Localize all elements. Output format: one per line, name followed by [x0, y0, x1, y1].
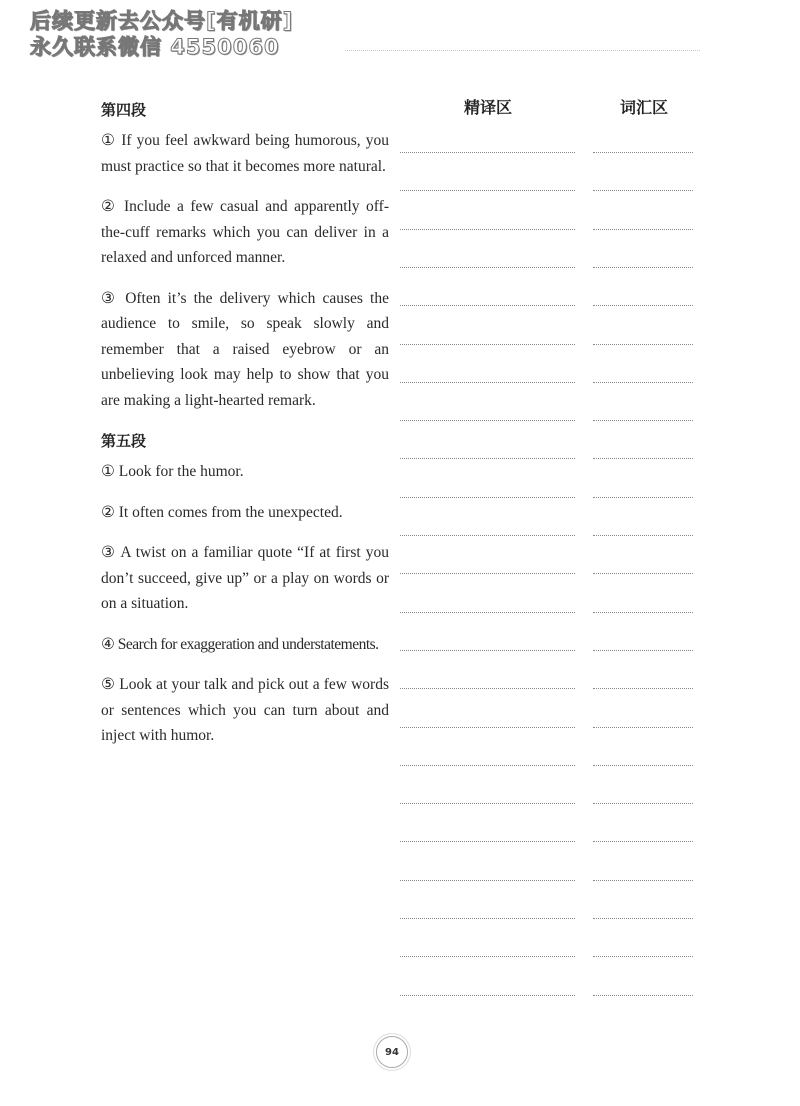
vocabulary-writing-line: [593, 841, 693, 842]
translation-writing-line: [400, 229, 575, 230]
vocabulary-writing-line: [593, 995, 693, 996]
vocabulary-writing-line: [593, 497, 693, 498]
vocabulary-writing-line: [593, 420, 693, 421]
translation-writing-line: [400, 458, 575, 459]
translation-writing-line: [400, 573, 575, 574]
vocabulary-writing-line: [593, 305, 693, 306]
section-5-paragraph-5: ⑤ Look at your talk and pick out a few words or sentences which you can turn about and inject with humor.: [101, 676, 389, 744]
vocabulary-writing-line: [593, 880, 693, 881]
translation-writing-line: [400, 803, 575, 804]
vocabulary-writing-line: [593, 267, 693, 268]
translation-writing-line: [400, 880, 575, 881]
section-5-paragraph-2: ② It often comes from the unexpected.: [101, 503, 343, 521]
watermark-line-1: 后续更新去公众号[有机研]: [30, 9, 294, 33]
translation-writing-line: [400, 650, 575, 651]
translation-writing-line: [400, 612, 575, 613]
translation-writing-line: [400, 420, 575, 421]
translation-writing-line: [400, 344, 575, 345]
translation-column-heading: 精译区: [463, 98, 512, 117]
translation-writing-line: [400, 918, 575, 919]
vocabulary-writing-line: [593, 458, 693, 459]
translation-writing-line: [400, 688, 575, 689]
translation-writing-line: [400, 497, 575, 498]
section-4-paragraph-3: ③ Often it’s the delivery which causes the audience to smile, so speak slowly and remember that a raised eyebrow or an unbelieving look may help to show that you are making a light-hearted remark.: [101, 289, 389, 409]
section-5-paragraph-4: ④ Search for exaggeration and understatements.: [101, 635, 379, 653]
vocabulary-writing-line: [593, 535, 693, 536]
vocabulary-writing-line: [593, 688, 693, 689]
vocabulary-writing-line: [593, 956, 693, 957]
vocabulary-writing-line: [593, 573, 693, 574]
translation-writing-line: [400, 382, 575, 383]
page-number: 94: [376, 1036, 408, 1068]
translation-writing-line: [400, 995, 575, 996]
vocabulary-writing-line: [593, 612, 693, 613]
section-4-paragraph-1: ① If you feel awkward being humorous, you must practice so that it becomes more natural.: [101, 132, 389, 175]
translation-writing-line: [400, 727, 575, 728]
vocabulary-writing-line: [593, 344, 693, 345]
vocabulary-writing-line: [593, 727, 693, 728]
vocabulary-writing-line: [593, 765, 693, 766]
section-4-paragraph-2: ② Include a few casual and apparently off-the-cuff remarks which you can deliver in a relaxed and unforced manner.: [101, 198, 389, 266]
vocabulary-writing-line: [593, 803, 693, 804]
vocabulary-writing-line: [593, 190, 693, 191]
translation-writing-line: [400, 841, 575, 842]
translation-writing-line: [400, 765, 575, 766]
vocabulary-writing-line: [593, 229, 693, 230]
section-5-paragraph-1: ① Look for the humor.: [101, 463, 244, 480]
vocabulary-column-heading: 词汇区: [619, 98, 668, 117]
vocabulary-writing-line: [593, 152, 693, 153]
vocabulary-writing-line: [593, 382, 693, 383]
translation-writing-line: [400, 190, 575, 191]
vocabulary-writing-line: [593, 650, 693, 651]
translation-writing-line: [400, 305, 575, 306]
section-5-paragraph-3: ③ A twist on a familiar quote “If at first you don’t succeed, give up” or a play on words or on a situation.: [101, 544, 389, 612]
vocabulary-writing-line: [593, 918, 693, 919]
translation-writing-line: [400, 535, 575, 536]
section-5-title: 第五段: [101, 432, 147, 450]
translation-writing-line: [400, 152, 575, 153]
watermark-line-2: 永久联系微信 4550060: [30, 35, 280, 59]
section-4-title: 第四段: [101, 101, 147, 119]
translation-writing-line: [400, 267, 575, 268]
translation-writing-line: [400, 956, 575, 957]
